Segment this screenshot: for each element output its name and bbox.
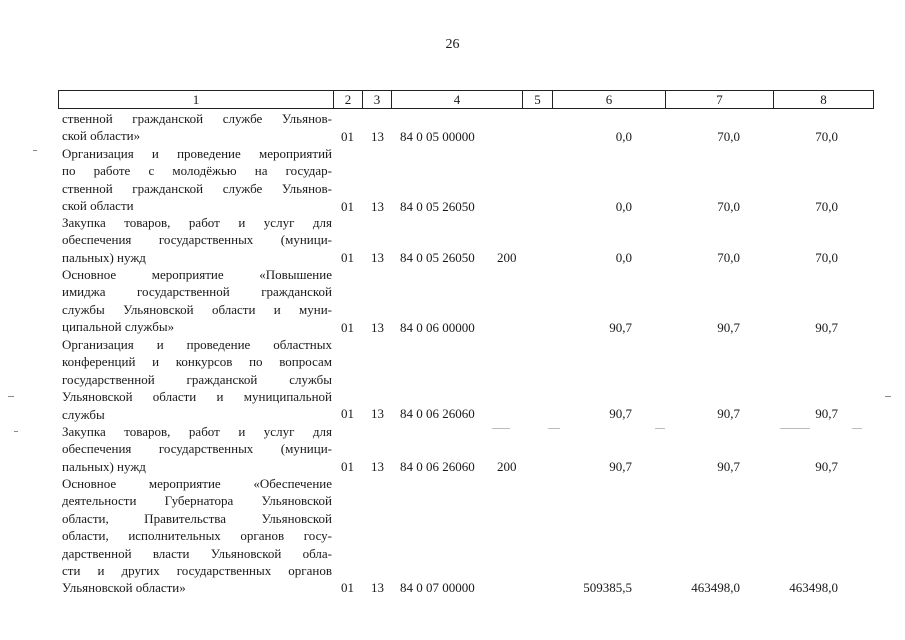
description-line: ской области» [62, 128, 141, 144]
scan-speck [548, 428, 560, 429]
cell-target-code: 84 0 07 00000 [400, 580, 475, 595]
header-col-7: 7 [666, 91, 774, 109]
cell-section: 01 [341, 406, 354, 421]
header-col-8: 8 [774, 91, 874, 109]
scan-speck [492, 428, 510, 429]
cell-amount-8: 70,0 [815, 250, 838, 265]
description-line: обеспечения государственных (муници- [62, 232, 332, 248]
description-line: службы Ульяновской области и муни- [62, 301, 332, 317]
page-number: 26 [445, 37, 460, 52]
description-line: Организация и проведение мероприятий [62, 146, 332, 161]
cell-target-code: 84 0 05 26050 [400, 199, 475, 214]
description-line: имиджа государственной гражданской [62, 284, 332, 300]
cell-amount-7: 70,0 [717, 199, 740, 214]
description-line: обеспечения государственных (муници- [62, 441, 332, 457]
cell-subsection: 13 [371, 250, 384, 265]
description-line: Закупка товаров, работ и услуг для [62, 215, 332, 230]
cell-amount-7: 90,7 [717, 459, 740, 474]
description-line: дарственной власти Ульяновской обла- [62, 545, 332, 561]
cell-amount-8: 463498,0 [789, 580, 838, 595]
cell-amount-8: 70,0 [815, 129, 838, 144]
cell-amount-6: 90,7 [609, 320, 632, 335]
cell-section: 01 [341, 580, 354, 595]
scan-speck [33, 150, 37, 151]
description-line: ципальной службы» [62, 319, 175, 335]
cell-amount-8: 90,7 [815, 320, 838, 335]
row-description [62, 423, 332, 475]
description-line: деятельности Губернатора Ульяновской [62, 493, 332, 509]
cell-subsection: 13 [371, 459, 384, 474]
cell-expense-type: 200 [497, 459, 517, 474]
header-col-1: 1 [59, 91, 334, 109]
header-col-4: 4 [392, 91, 523, 109]
cell-amount-7: 70,0 [717, 250, 740, 265]
cell-amount-6: 0,0 [615, 199, 632, 214]
description-line: ской области [62, 198, 134, 214]
cell-section: 01 [341, 459, 354, 474]
header-col-6: 6 [553, 91, 666, 109]
cell-target-code: 84 0 06 00000 [400, 320, 475, 335]
cell-section: 01 [341, 199, 354, 214]
cell-subsection: 13 [371, 199, 384, 214]
description-line: по работе с молодёжью на государ- [62, 163, 332, 179]
scan-speck [14, 431, 18, 432]
cell-subsection: 13 [371, 320, 384, 335]
row-description [62, 336, 332, 423]
cell-amount-8: 90,7 [815, 459, 838, 474]
cell-target-code: 84 0 06 26060 [400, 459, 475, 474]
cell-section: 01 [341, 129, 354, 144]
row-description [62, 266, 332, 336]
cell-amount-7: 90,7 [717, 320, 740, 335]
cell-subsection: 13 [371, 580, 384, 595]
scan-speck [780, 428, 810, 429]
row-description [62, 145, 332, 215]
cell-amount-7: 90,7 [717, 406, 740, 421]
description-line: службы [62, 406, 105, 422]
description-line: пальных) нужд [62, 249, 146, 265]
row-description [62, 214, 332, 266]
cell-target-code: 84 0 06 26060 [400, 406, 475, 421]
column-header-row [58, 90, 874, 109]
header-col-5: 5 [523, 91, 553, 109]
description-line: государственной гражданской службы [62, 371, 332, 387]
description-line: Организация и проведение областных [62, 337, 332, 352]
cell-target-code: 84 0 05 26050 [400, 250, 475, 265]
description-line: области, исполнительных органов госу- [62, 528, 332, 544]
cell-amount-7: 70,0 [717, 129, 740, 144]
description-line: Основное мероприятие «Обеспечение [62, 476, 332, 491]
description-line: ственной гражданской службе Ульянов- [62, 111, 332, 126]
cell-amount-6: 0,0 [615, 129, 632, 144]
cell-amount-8: 70,0 [815, 199, 838, 214]
cell-expense-type: 200 [497, 250, 517, 265]
cell-amount-6: 509385,5 [583, 580, 632, 595]
description-line: Ульяновской области» [62, 580, 186, 596]
description-line: Ульяновской области и муниципальной [62, 389, 332, 405]
scan-speck [885, 396, 891, 397]
scan-speck [852, 428, 862, 429]
cell-target-code: 84 0 05 00000 [400, 129, 475, 144]
description-line: конференций и конкурсов по вопросам [62, 354, 332, 370]
description-line: пальных) нужд [62, 458, 146, 474]
description-line: Закупка товаров, работ и услуг для [62, 424, 332, 439]
header-col-2: 2 [334, 91, 363, 109]
cell-section: 01 [341, 250, 354, 265]
cell-subsection: 13 [371, 129, 384, 144]
cell-amount-6: 90,7 [609, 459, 632, 474]
row-description [62, 475, 332, 597]
description-line: Основное мероприятие «Повышение [62, 267, 332, 282]
cell-amount-6: 90,7 [609, 406, 632, 421]
description-line: сти и других государственных органов [62, 562, 332, 578]
cell-section: 01 [341, 320, 354, 335]
scan-speck [8, 396, 14, 397]
cell-amount-7: 463498,0 [691, 580, 740, 595]
header-col-3: 3 [363, 91, 392, 109]
description-line: ственной гражданской службе Ульянов- [62, 180, 332, 196]
scan-speck [655, 428, 665, 429]
row-description [62, 110, 332, 145]
cell-amount-6: 0,0 [615, 250, 632, 265]
cell-subsection: 13 [371, 406, 384, 421]
cell-amount-8: 90,7 [815, 406, 838, 421]
description-line: области, Правительства Ульяновской [62, 510, 332, 526]
